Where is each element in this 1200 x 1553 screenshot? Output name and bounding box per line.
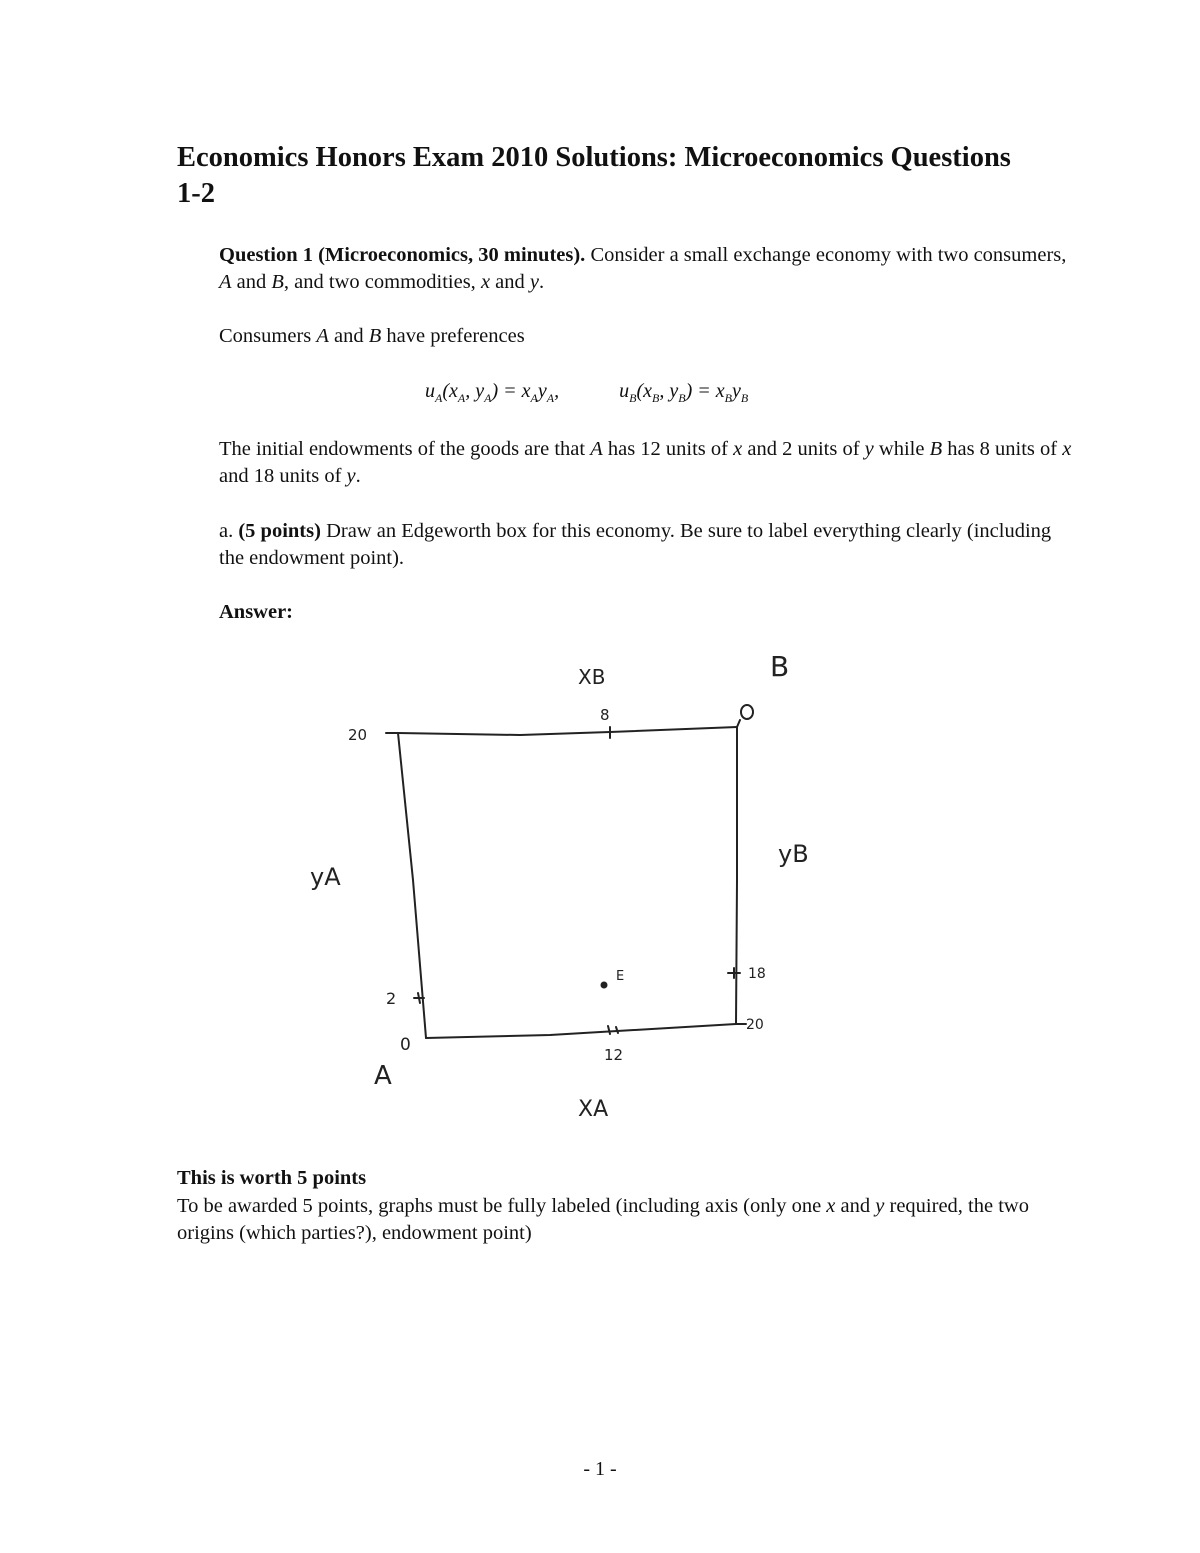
eq-ub-sub: B xyxy=(629,391,637,405)
label-xa: XA xyxy=(578,1097,609,1122)
label-origin-b-zero: 0 xyxy=(747,718,748,719)
label-tick-2: 2 xyxy=(386,989,397,1008)
answer-label: Answer: xyxy=(219,601,294,623)
endow-text-3: and 2 units of xyxy=(742,438,865,460)
eq-ub-rhs-xsub: B xyxy=(724,391,732,405)
label-origin-a-zero: 0 xyxy=(400,1035,411,1055)
pref-text-and: and xyxy=(328,325,369,347)
pref-text-2: have preferences xyxy=(381,325,525,347)
part-a-label: a. xyxy=(219,520,239,542)
endow-x-2: x xyxy=(1062,438,1072,460)
worth-x: x xyxy=(826,1195,836,1217)
q1-text-2: , and two commodities, xyxy=(283,271,481,293)
eq-ub-rhs-ysub: B xyxy=(740,391,749,405)
q1-text-and-2: and xyxy=(490,271,530,293)
label-tick-20-right: 20 xyxy=(746,1017,764,1033)
label-yb: yB xyxy=(778,840,809,868)
worth-y: y xyxy=(875,1195,885,1217)
eq-ua-rhs-ysub: A xyxy=(546,391,555,405)
label-tick-8: 8 xyxy=(600,706,610,724)
worth-text-1: To be awarded 5 points, graphs must be fully labeled (including axis (only one xyxy=(177,1195,827,1217)
endowments-paragraph xyxy=(177,436,1079,490)
box-bottom-edge xyxy=(426,1024,736,1038)
q1-consumer-a: A xyxy=(219,271,232,293)
endow-text-2: has 12 units of xyxy=(602,438,734,460)
box-left-edge xyxy=(398,733,426,1038)
eq-ua-open: (x xyxy=(442,380,458,402)
label-xb: XB xyxy=(578,665,606,689)
eq-ub-rhs-y: y xyxy=(731,380,741,402)
label-origin-b-party: B xyxy=(770,650,790,683)
endow-y-2: y xyxy=(346,465,356,487)
question-1-heading: Question 1 (Microeconomics, 30 minutes). xyxy=(219,244,586,266)
eq-ub-rhs: ) = x xyxy=(685,380,725,402)
q1-text-1: Consider a small exchange economy with two consumers, xyxy=(585,244,1067,266)
eq-ua-u: u xyxy=(425,380,435,402)
label-tick-12: 12 xyxy=(604,1046,624,1064)
eq-ua-ysub: A xyxy=(484,391,492,405)
worth-text-3: required, the two origins (which parties?), endowment point) xyxy=(177,1195,1029,1244)
label-top-20: 20 xyxy=(348,726,368,744)
eq-ua-rhs: ) = x xyxy=(491,380,531,402)
part-a-text: Draw an Edgeworth box for this economy. Be sure to label everything clearly (including the endowment point). xyxy=(219,520,1052,569)
part-a-paragraph xyxy=(177,518,1079,572)
eq-ua-xsub: A xyxy=(457,391,466,405)
eq-ua-mid: , y xyxy=(465,380,485,402)
endow-text-6: and 18 units of xyxy=(219,465,347,487)
endow-consumer-a: A xyxy=(590,438,603,460)
endow-text-5: has 8 units of xyxy=(942,438,1063,460)
pref-consumer-a: A xyxy=(316,325,329,347)
endow-consumer-b: B xyxy=(929,438,943,460)
label-origin-a-party: A xyxy=(374,1061,392,1091)
label-ya: yA xyxy=(310,863,341,891)
endow-text-7: . xyxy=(355,465,361,487)
worth-heading-paragraph xyxy=(177,1165,1037,1192)
utility-equation xyxy=(425,376,748,413)
endow-text-4: while xyxy=(873,438,930,460)
part-a-points: (5 points) xyxy=(238,520,321,542)
eq-ua-end: , xyxy=(554,380,560,402)
q1-consumer-b: B xyxy=(271,271,284,293)
eq-ub-u: u xyxy=(619,380,630,402)
pref-consumer-b: B xyxy=(368,325,382,347)
label-endowment-e: E xyxy=(616,969,625,984)
worth-heading: This is worth 5 points xyxy=(177,1167,367,1189)
q1-commodity-x: x xyxy=(480,271,491,293)
eq-ub-open: (x xyxy=(636,380,652,402)
answer-label-paragraph xyxy=(177,599,1079,626)
endowment-point xyxy=(601,982,608,989)
endow-text-1: The initial endowments of the goods are that xyxy=(219,438,591,460)
q1-commodity-y: y xyxy=(529,271,540,293)
pref-text-1: Consumers xyxy=(219,325,317,347)
tick-right-18 xyxy=(728,968,740,978)
eq-ub-xsub: B xyxy=(651,391,660,405)
eq-ub-mid: , y xyxy=(659,380,679,402)
preferences-paragraph xyxy=(177,323,1079,350)
q1-period: . xyxy=(539,271,545,293)
q1-text-and-1: and xyxy=(231,271,272,293)
box-right-edge xyxy=(736,720,740,1024)
edgeworth-box-diagram xyxy=(300,640,880,1130)
eq-ua-rhs-y: y xyxy=(537,380,547,402)
page-number: - 1 - xyxy=(583,1458,617,1480)
endow-y-1: y xyxy=(864,438,874,460)
worth-text-paragraph xyxy=(177,1193,1037,1247)
label-tick-18: 18 xyxy=(748,966,766,982)
question-1-paragraph xyxy=(177,242,1079,296)
endow-x-1: x xyxy=(733,438,743,460)
eq-ub-ysub: B xyxy=(678,391,686,405)
origin-b-mark xyxy=(741,705,753,719)
eq-ua-rhs-xsub: A xyxy=(530,391,538,405)
eq-ua-sub: A xyxy=(435,391,443,405)
tick-bottom-12 xyxy=(608,1026,618,1034)
box-top-edge xyxy=(398,727,737,735)
document-title: Economics Honors Exam 2010 Solutions: Microeconomics Questions 1-2 xyxy=(177,142,1011,209)
worth-text-2: and xyxy=(835,1195,876,1217)
